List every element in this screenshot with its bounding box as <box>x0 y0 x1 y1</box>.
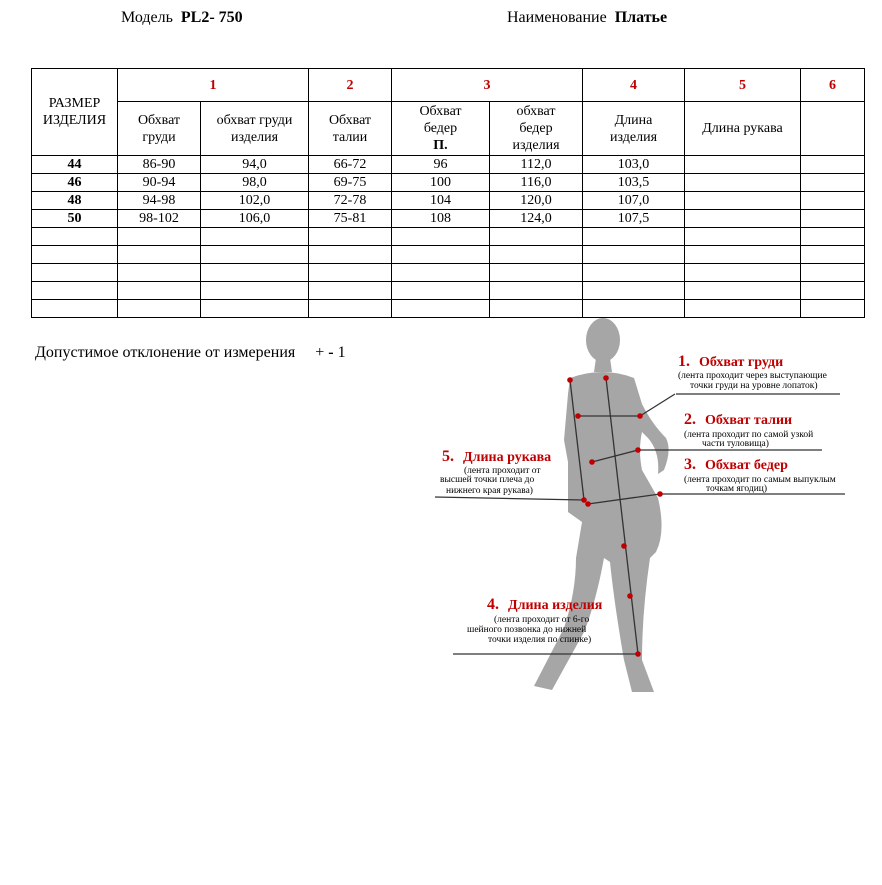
table-cell: 107,5 <box>583 210 685 228</box>
table-cell <box>309 246 392 264</box>
column-header-line: Длина <box>614 112 653 128</box>
table-cell: 106,0 <box>201 210 309 228</box>
table-cell: 98,0 <box>201 174 309 192</box>
table-row <box>32 192 865 210</box>
table-cell <box>392 264 490 282</box>
annotation-bust-title: Обхват груди <box>699 355 784 370</box>
table-cell: 90-94 <box>118 174 201 192</box>
column-header <box>583 102 685 156</box>
tolerance-plus: + <box>315 344 325 361</box>
table-cell: 108 <box>392 210 490 228</box>
annotation-hips-num: 3. <box>684 456 696 473</box>
annotation-length-desc: (лента проходит от 6-го <box>494 615 590 625</box>
group-number-6: 6 <box>801 69 865 102</box>
annotation-length-desc: шейного позвонка до нижней <box>467 625 587 635</box>
size-cell: 44 <box>32 156 118 174</box>
table-row <box>32 282 865 300</box>
size-cell <box>32 264 118 282</box>
size-cell <box>32 246 118 264</box>
annotation-hips-desc: (лента проходит по самым выпуклым <box>684 475 836 485</box>
name-label: Наименование <box>507 9 607 26</box>
annotation-waist-desc: (лента проходит по самой узкой <box>684 430 814 440</box>
annotation-bust-desc: (лента проходит через выступающие <box>678 371 827 381</box>
model-label: Модель <box>121 9 173 26</box>
table-cell <box>685 174 801 192</box>
table-cell <box>201 228 309 246</box>
tolerance-note <box>35 344 346 362</box>
table-cell: 102,0 <box>201 192 309 210</box>
table-cell <box>309 228 392 246</box>
annotation-length-title: Длина изделия <box>508 598 603 613</box>
table-cell <box>801 174 865 192</box>
table-cell <box>583 246 685 264</box>
annotation-waist-title: Обхват талии <box>705 413 793 428</box>
table-cell <box>685 246 801 264</box>
table-cell <box>685 192 801 210</box>
table-cell: 72-78 <box>309 192 392 210</box>
table-cell <box>309 282 392 300</box>
column-header <box>685 102 801 156</box>
annotation-sleeve-desc: (лента проходит от <box>464 466 541 476</box>
annotation-sleeve <box>440 448 551 496</box>
annotation-length-desc: точки изделия по спинке) <box>488 635 592 645</box>
table-cell <box>583 228 685 246</box>
column-header-line: Длина рукава <box>702 121 783 136</box>
column-header-line: изделия <box>609 129 658 145</box>
column-header <box>118 102 201 156</box>
table-cell <box>118 228 201 246</box>
column-header-line: изделия <box>512 138 560 153</box>
table-cell: 96 <box>392 156 490 174</box>
table-cell <box>118 264 201 282</box>
table-cell: 98-102 <box>118 210 201 228</box>
table-cell <box>118 300 201 318</box>
name-header <box>507 9 667 27</box>
table-cell: 103,5 <box>583 174 685 192</box>
sleeve-rule <box>435 497 584 500</box>
column-header-line: обхват <box>516 104 556 119</box>
annotation-length-num: 4. <box>487 596 499 613</box>
table-row <box>32 210 865 228</box>
table-cell <box>118 246 201 264</box>
column-header <box>392 102 490 156</box>
annotation-hips-desc: точкам ягодиц) <box>706 484 768 494</box>
column-header <box>309 102 392 156</box>
table-cell <box>118 282 201 300</box>
size-cell <box>32 300 118 318</box>
column-header <box>490 102 583 156</box>
group-number-3: 3 <box>392 69 583 102</box>
measurement-figure <box>420 312 860 702</box>
size-cell: 46 <box>32 174 118 192</box>
size-header-line: РАЗМЕР <box>48 96 101 111</box>
table-cell: 120,0 <box>490 192 583 210</box>
annotation-bust-num: 1. <box>678 353 690 370</box>
table-cell <box>801 282 865 300</box>
table-cell: 107,0 <box>583 192 685 210</box>
column-header-line: бедер <box>423 121 458 136</box>
size-table <box>31 68 865 318</box>
table-cell: 124,0 <box>490 210 583 228</box>
annotation-sleeve-desc: нижнего края рукава) <box>446 486 533 496</box>
annotation-waist <box>684 411 813 449</box>
table-cell <box>392 282 490 300</box>
tolerance-num: 1 <box>337 344 346 361</box>
annotation-sleeve-num: 5. <box>442 448 454 465</box>
column-header-line: обхват груди <box>216 112 293 128</box>
table-cell: 94-98 <box>118 192 201 210</box>
table-cell <box>490 264 583 282</box>
table-row <box>32 264 865 282</box>
table-cell <box>392 246 490 264</box>
table-cell <box>801 192 865 210</box>
table-cell <box>583 282 685 300</box>
table-cell <box>801 246 865 264</box>
column-header <box>801 102 865 156</box>
table-row <box>32 246 865 264</box>
table-cell <box>490 282 583 300</box>
table-cell <box>685 228 801 246</box>
table-row <box>32 156 865 174</box>
table-cell <box>685 156 801 174</box>
size-cell <box>32 228 118 246</box>
table-cell: 94,0 <box>201 156 309 174</box>
table-cell <box>801 210 865 228</box>
table-cell: 86-90 <box>118 156 201 174</box>
table-cell <box>490 246 583 264</box>
tolerance-text: Допустимое отклонение от измерения <box>35 344 296 361</box>
size-header-line: ИЗДЕЛИЯ <box>42 113 107 128</box>
annotation-sleeve-desc: высшей точки плеча до <box>440 475 535 485</box>
table-cell <box>490 228 583 246</box>
column-header <box>201 102 309 156</box>
table-row <box>32 228 865 246</box>
table-cell <box>801 228 865 246</box>
table-cell <box>685 210 801 228</box>
table-cell: 103,0 <box>583 156 685 174</box>
annotation-waist-desc: части туловища) <box>702 439 769 449</box>
column-header-line: Обхват <box>419 104 462 119</box>
table-cell: 66-72 <box>309 156 392 174</box>
size-cell: 48 <box>32 192 118 210</box>
bust-leader <box>640 394 675 416</box>
table-cell: 69-75 <box>309 174 392 192</box>
column-header-line: бедер <box>519 121 553 136</box>
group-number-2: 2 <box>309 69 392 102</box>
column-header-line: П. <box>433 138 448 153</box>
column-header-line: груди <box>142 129 176 145</box>
table-cell <box>685 264 801 282</box>
column-header-line: Обхват <box>137 112 181 128</box>
annotation-bust-desc: точки груди на уровне лопаток) <box>690 381 818 391</box>
table-cell: 100 <box>392 174 490 192</box>
column-header-line: изделия <box>230 129 279 145</box>
column-header-line: талии <box>332 129 368 145</box>
table-cell <box>201 282 309 300</box>
table-cell <box>201 300 309 318</box>
tolerance-dash: - <box>328 344 334 361</box>
table-cell <box>685 282 801 300</box>
group-number-1: 1 <box>118 69 309 102</box>
annotation-hips-title: Обхват бедер <box>705 458 788 473</box>
table-cell <box>201 246 309 264</box>
annotation-bust <box>678 353 827 391</box>
table-cell <box>201 264 309 282</box>
table-cell: 112,0 <box>490 156 583 174</box>
table-cell <box>583 264 685 282</box>
annotation-length <box>467 596 603 645</box>
table-cell: 104 <box>392 192 490 210</box>
size-cell <box>32 282 118 300</box>
table-cell <box>801 264 865 282</box>
model-header <box>121 9 243 27</box>
table-cell <box>309 264 392 282</box>
size-header-cell <box>32 69 118 156</box>
table-cell: 116,0 <box>490 174 583 192</box>
annotation-sleeve-title: Длина рукава <box>463 450 552 465</box>
annotation-waist-num: 2. <box>684 411 696 428</box>
table-cell <box>309 300 392 318</box>
table-cell: 75-81 <box>309 210 392 228</box>
table-cell <box>392 228 490 246</box>
annotation-hips <box>684 456 836 494</box>
model-value: PL2- 750 <box>180 9 243 26</box>
column-header-line: Обхват <box>328 112 372 128</box>
group-number-4: 4 <box>583 69 685 102</box>
size-cell: 50 <box>32 210 118 228</box>
group-number-5: 5 <box>685 69 801 102</box>
table-cell <box>801 156 865 174</box>
table-row <box>32 174 865 192</box>
name-value: Платье <box>614 9 668 26</box>
